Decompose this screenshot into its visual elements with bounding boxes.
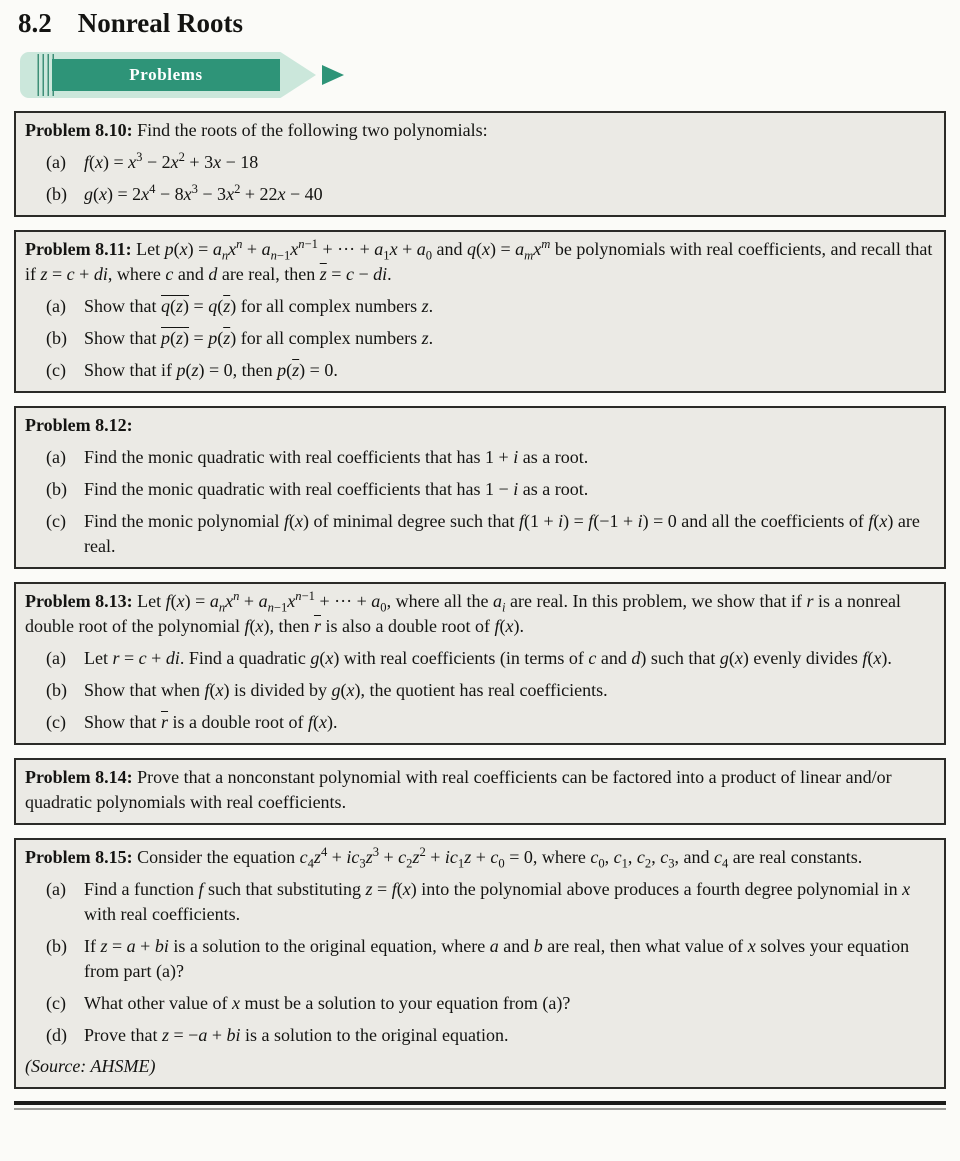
problem-label: Problem 8.12: xyxy=(25,415,133,435)
part-tag: (c) xyxy=(46,993,66,1013)
divider-thick-rule xyxy=(14,1101,946,1105)
part-tag: (b) xyxy=(46,328,67,348)
problem-statement xyxy=(25,237,934,287)
problem-statement xyxy=(25,845,934,870)
problem-part xyxy=(25,182,934,207)
problem-part xyxy=(25,991,934,1016)
part-tag: (b) xyxy=(46,184,67,204)
part-tag: (b) xyxy=(46,680,67,700)
part-text: $f(x) = x^3 - 2x^2 + 3x - 18$ xyxy=(84,150,259,172)
section-heading xyxy=(14,6,946,39)
problem-label: Problem 8.13: xyxy=(25,591,133,611)
part-text: Show that $q(z) = q(\overline{z})$ for all complex numbers z. xyxy=(84,296,434,316)
part-tag: (a) xyxy=(46,296,66,316)
part-tag: (a) xyxy=(46,648,66,668)
pencil-tip-icon xyxy=(322,65,344,85)
part-tag: (a) xyxy=(46,879,66,899)
problem-intro: Let $f(x) = a_nx^n + a_{n-1}x^{n-1}$ + ··· + $a_0$, where all the $a_i$ are real. In this problem, we show that if r is a nonreal double root of the polynomial f(x), then $\overline{r}$ is also a double root of f(x). xyxy=(25,589,901,636)
problem-statement xyxy=(25,413,934,438)
part-text: Let r = c + di. Find a quadratic g(x) with real coefficients (in terms of c and d) such that g(x) evenly divides f(x). xyxy=(84,648,892,668)
part-text: If z = a + bi is a solution to the original equation, where a and b are real, then what value of x solves your equation from part (a)? xyxy=(84,936,910,981)
part-tag: (a) xyxy=(46,447,66,467)
part-text: Show that if p(z) = 0, then $p(\overline{z}) = 0$. xyxy=(84,360,338,380)
problem-part xyxy=(25,710,934,735)
problem-box-8-10 xyxy=(14,111,946,217)
problem-part xyxy=(25,477,934,502)
problem-statement xyxy=(25,765,934,815)
part-text: $g(x) = 2x^4 - 8x^3 - 3x^2 + 22x - 40$ xyxy=(84,182,323,204)
part-text: Prove that z = −a + bi is a solution to the original equation. xyxy=(84,1025,509,1045)
part-tag: (d) xyxy=(46,1025,67,1045)
pencil-band xyxy=(52,59,280,91)
problem-box-8-15 xyxy=(14,838,946,1089)
problem-part xyxy=(25,358,934,383)
problem-part xyxy=(25,1023,934,1048)
part-text: Find the monic quadratic with real coefficients that has 1 − i as a root. xyxy=(84,479,589,499)
problem-intro: Prove that a nonconstant polynomial with real coefficients can be factored into a product of linear and/or quadratic polynomials with real coefficients. xyxy=(25,767,892,812)
problems-banner xyxy=(20,52,360,98)
problem-statement xyxy=(25,589,934,639)
part-text: Find the monic quadratic with real coefficients that has 1 + i as a root. xyxy=(84,447,589,467)
problem-part xyxy=(25,509,934,559)
problem-label: Problem 8.15: xyxy=(25,847,133,867)
problem-intro: Find the roots of the following two polynomials: xyxy=(137,120,488,140)
problem-box-8-14 xyxy=(14,758,946,825)
problem-part xyxy=(25,294,934,319)
problem-box-8-12 xyxy=(14,406,946,569)
problem-part xyxy=(25,646,934,671)
problem-part xyxy=(25,150,934,175)
part-text: Find a function f such that substituting z = f(x) into the polynomial above produces a fourth degree polynomial in x with real coefficients. xyxy=(84,879,911,924)
divider-thin-rule xyxy=(14,1108,946,1110)
part-tag: (b) xyxy=(46,936,67,956)
section-title: Nonreal Roots xyxy=(77,8,243,38)
part-tag: (c) xyxy=(46,511,66,531)
problem-label: Problem 8.11: xyxy=(25,239,132,259)
problem-label: Problem 8.10: xyxy=(25,120,133,140)
banner-label: Problems xyxy=(129,65,203,84)
problem-box-8-11 xyxy=(14,230,946,393)
pencil-stripes-icon xyxy=(34,54,54,96)
part-tag: (c) xyxy=(46,712,66,732)
problem-intro: Let $p(x) = a_nx^n + a_{n-1}x^{n-1}$ + ··· + $a_1x + a_0$ and $q(x) = a_mx^m$ be polynomials with real coefficients, and recall that if z = c + di, where c and d are real, then $\overline{z} = c$ − di. xyxy=(25,237,933,284)
problem-part xyxy=(25,678,934,703)
problem-part xyxy=(25,445,934,470)
section-divider xyxy=(14,1101,946,1110)
problem-part xyxy=(25,326,934,351)
part-tag: (b) xyxy=(46,479,67,499)
problem-intro: Consider the equation $c_4z^4 + ic_3z^3 + c_2z^2 + ic_1z + c_0 = 0$, where $c_0$, $c_1$, $c_2$, $c_3$, and $c_4$ are real constants. xyxy=(137,845,863,871)
source-note: (Source: AHSME) xyxy=(25,1056,156,1076)
problem-part xyxy=(25,877,934,927)
section-number: 8.2 xyxy=(18,8,52,38)
part-text: Show that when f(x) is divided by g(x), the quotient has real coefficients. xyxy=(84,680,608,700)
problem-label: Problem 8.14: xyxy=(25,767,133,787)
problem-statement xyxy=(25,118,934,143)
part-text: Find the monic polynomial f(x) of minimal degree such that f(1 + i) = f(−1 + i) = 0 and all the coefficients of f(x) are real. xyxy=(84,511,920,556)
part-text: Show that $\overline{r}$ is a double root of f(x). xyxy=(84,712,338,732)
part-tag: (c) xyxy=(46,360,66,380)
part-tag: (a) xyxy=(46,152,66,172)
problem-box-8-13 xyxy=(14,582,946,745)
problem-part xyxy=(25,934,934,984)
part-text: Show that $p(z) = p(\overline{z})$ for all complex numbers z. xyxy=(84,328,434,348)
part-text: What other value of x must be a solution to your equation from (a)? xyxy=(84,993,571,1013)
